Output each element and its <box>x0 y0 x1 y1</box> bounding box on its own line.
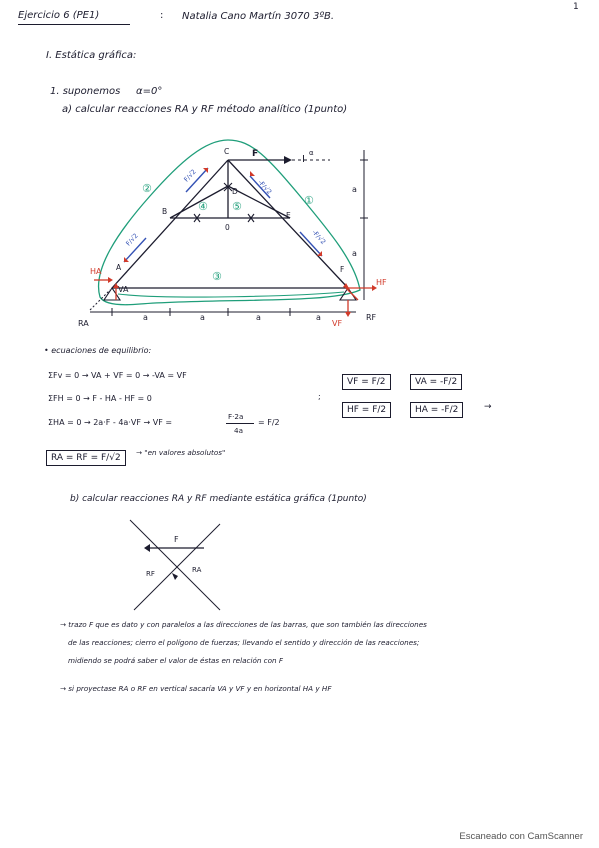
node-e-label: E <box>286 211 291 220</box>
reaction-result-note: → "en valores absolutos" <box>136 448 226 457</box>
note-line-4: → si proyectase RA o RF en vertical sacaría VA y VF y en horizontal HA y HF <box>60 684 332 693</box>
polygon-closing-arrowhead <box>172 573 178 580</box>
equation-moment-result: = F/2 <box>258 418 280 427</box>
va-label: VA <box>118 285 129 294</box>
note-line-3: midiendo se podrá saber el valor de éstas en relación con F <box>68 656 284 665</box>
bar-force-upper-left: F/√2 <box>182 167 198 184</box>
bar-force-lower-left: F/√2 <box>124 231 140 248</box>
scanner-watermark: Escaneado con CamScanner <box>459 831 583 842</box>
node-o-label: 0 <box>225 223 230 232</box>
equation-moment-numerator: F·2a <box>228 412 244 421</box>
equation-moment-denominator: 4a <box>234 426 243 435</box>
dim-a-4: a <box>316 313 321 322</box>
node-b-label: B <box>162 207 168 216</box>
part-a-title: a) calcular reacciones RA y RF método analítico (1punto) <box>62 104 348 115</box>
region-2-label: ② <box>142 182 152 195</box>
result-arrow: → <box>484 402 492 412</box>
equation-horizontal: ΣFH = 0 → F - HA - HF = 0 <box>48 394 152 403</box>
polygon-force-f-arrowhead <box>144 544 150 552</box>
item1-alpha: α=0° <box>136 86 163 97</box>
node-c-label: C <box>224 147 230 156</box>
moment-label: I <box>302 154 305 165</box>
bar-force-lower-right: -F/√2 <box>310 228 328 247</box>
force-f-label: F <box>252 149 259 159</box>
bar-force-arrows <box>124 168 322 262</box>
section-title: I. Estática gráfica: <box>46 50 137 61</box>
reaction-result-box: RA = RF = F/√2 <box>46 450 126 466</box>
polygon-line-ra-direction <box>130 520 220 610</box>
polygon-rf-label: RF <box>146 570 155 578</box>
inner-region-outline <box>118 292 344 297</box>
exercise-title: Ejercicio 6 (PE1) <box>18 10 100 21</box>
header-separator: : <box>160 10 164 21</box>
polygon-ra-label: RA <box>192 566 202 574</box>
force-f-arrowhead <box>284 156 292 164</box>
truss-bars <box>112 160 348 288</box>
item1-label: 1. suponemos <box>50 86 121 97</box>
region-3-label: ③ <box>212 270 222 283</box>
vf-label: VF <box>332 319 343 328</box>
fraction-bar <box>226 423 254 424</box>
result-hf-box: HF = F/2 <box>342 402 391 418</box>
bar-force-arrowheads <box>124 168 322 262</box>
hf-label: HF <box>376 278 387 287</box>
dim-a-vertical-2: a <box>352 249 357 258</box>
polygon-f-label: F <box>174 535 179 544</box>
page-number: 1 <box>573 2 579 12</box>
note-line-2: de las reacciones; cierro el polígono de fuerzas; llevando el sentido y dirección de las reacciones; <box>68 638 420 647</box>
equation-vertical: ΣFv = 0 → VA + VF = 0 → -VA = VF <box>48 371 187 380</box>
moment-superscript: α <box>309 149 314 157</box>
region-4-label: ④ <box>198 200 208 213</box>
equation-semicolon: ; <box>318 392 321 401</box>
note-line-1: → trazo F que es dato y con paralelos a las direcciones de las barras, que son también las direcciones <box>60 620 427 629</box>
region-5-label: ⑤ <box>232 200 242 213</box>
node-a-label: A <box>116 263 122 272</box>
bar-force-upper-right: -F/√2 <box>256 178 274 197</box>
dim-a-2: a <box>200 313 205 322</box>
result-ha-box: HA = -F/2 <box>410 402 463 418</box>
author-line: Natalia Cano Martín 3070 3ºB. <box>182 11 335 22</box>
equilibrium-title: • ecuaciones de equilibrio: <box>44 346 152 355</box>
ra-label: RA <box>78 319 89 328</box>
part-b-title: b) calcular reacciones RA y RF mediante estática gráfica (1punto) <box>70 494 367 504</box>
ha-label: HA <box>90 267 102 276</box>
region-1-label: ① <box>304 194 314 207</box>
result-vf-box: VF = F/2 <box>342 374 391 390</box>
rf-label: RF <box>366 313 377 322</box>
node-d-label: D <box>232 187 238 196</box>
dim-a-vertical-1: a <box>352 185 357 194</box>
force-polygon <box>120 518 230 618</box>
node-f-label: F <box>340 265 345 274</box>
dim-a-3: a <box>256 313 261 322</box>
equation-moment: ΣHA = 0 → 2a·F - 4a·VF → VF = <box>48 418 173 427</box>
dim-a-1: a <box>143 313 148 322</box>
result-va-box: VA = -F/2 <box>410 374 462 390</box>
